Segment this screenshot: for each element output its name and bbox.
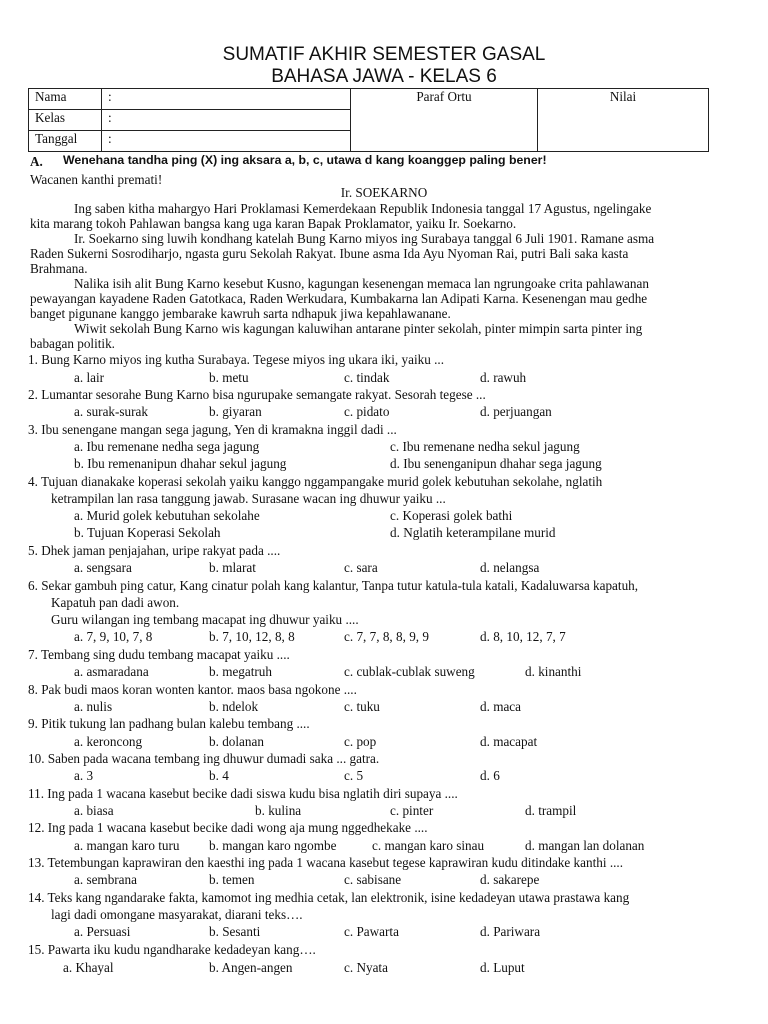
answer-option[interactable]: a. Murid golek kebutuhan sekolahe <box>74 508 260 523</box>
answer-option[interactable]: d. nelangsa <box>480 560 540 575</box>
answer-option[interactable]: b. Sesanti <box>209 924 261 939</box>
reading-line: babagan politik. <box>30 336 115 351</box>
answer-option[interactable]: a. lair <box>74 370 105 385</box>
answer-option[interactable]: b. megatruh <box>209 664 272 679</box>
nilai-label: Nilai <box>609 89 637 104</box>
answer-option[interactable]: d. sakarepe <box>480 872 540 887</box>
answer-option[interactable]: c. 7, 7, 8, 8, 9, 9 <box>344 629 429 644</box>
kelas-label: Kelas <box>29 110 102 131</box>
paraf-ortu-label: Paraf Ortu <box>416 89 472 104</box>
question-text-cont: lagi dadi omongane masyarakat, diarani teks…. <box>51 907 303 922</box>
answer-option[interactable]: c. mangan karo sinau <box>372 838 485 853</box>
question-text: 15. Pawarta iku kudu ngandharake kedadeyan kang…. <box>28 942 316 957</box>
answer-option[interactable]: b. 4 <box>209 768 229 783</box>
tanggal-label: Tanggal <box>29 131 102 152</box>
answer-option[interactable]: b. ndelok <box>209 699 259 714</box>
question-text: 10. Saben pada wacana tembang ing dhuwur dumadi saka ... gatra. <box>28 751 380 766</box>
reading-line: Raden Sukerni Sosrodiharjo, ngasta guru Sekolah Rakyat. Ibune asma Ida Ayu Nyoman Rai, putri Bali saka kasta <box>30 246 629 261</box>
question-text: 8. Pak budi maos koran wonten kantor. maos basa ngokone .... <box>28 682 357 697</box>
question-text: 9. Pitik tukung lan padhang bulan kalebu tembang .... <box>28 716 310 731</box>
section-instruction: Wenehana tandha ping (X) ing aksara a, b, c, utawa d kang koanggep paling bener! <box>63 153 547 167</box>
answer-option[interactable]: a. mangan karo turu <box>74 838 180 853</box>
answer-option[interactable]: c. pop <box>344 734 377 749</box>
answer-option[interactable]: b. dolanan <box>209 734 264 749</box>
student-info-table <box>28 88 709 152</box>
question-text: 13. Tetembungan kaprawiran den kaesthi ing pada 1 wacana kasebut tegese kaprawiran kudu ditindake kanthi .... <box>28 855 624 870</box>
answer-option[interactable]: b. giyaran <box>209 404 262 419</box>
nama-field[interactable]: : <box>102 89 351 110</box>
question-text-cont: Kapatuh pan dadi awon. <box>51 595 180 610</box>
answer-option[interactable]: c. tuku <box>344 699 380 714</box>
answer-option[interactable]: b. metu <box>209 370 249 385</box>
answer-option[interactable]: d. trampil <box>525 803 577 818</box>
reading-prompt: Wacanen kanthi premati! <box>30 172 163 187</box>
reading-title: Ir. SOEKARNO <box>340 185 428 200</box>
answer-option[interactable]: a. keroncong <box>74 734 143 749</box>
answer-option[interactable]: b. kulina <box>255 803 302 818</box>
answer-option[interactable]: a. nulis <box>74 699 113 714</box>
answer-option[interactable]: c. sabisane <box>344 872 402 887</box>
answer-option[interactable]: c. Nyata <box>344 960 388 975</box>
question-text: 3. Ibu senengane mangan sega jagung, Yen di kramakna inggil dadi ... <box>28 422 397 437</box>
answer-option[interactable]: d. rawuh <box>480 370 527 385</box>
reading-line: Nalika isih alit Bung Karno kesebut Kusno, kagungan kesenengan memaca lan ngrungoake crita pahlawanan <box>74 276 649 291</box>
answer-option[interactable]: b. Ibu remenanipun dhahar sekul jagung <box>74 456 287 471</box>
tanggal-field[interactable]: : <box>102 131 351 152</box>
answer-option[interactable]: d. Luput <box>480 960 525 975</box>
question-text: 12. Ing pada 1 wacana kasebut becike dadi wong aja mung nggedhekake .... <box>28 820 428 835</box>
answer-option[interactable]: d. 6 <box>480 768 500 783</box>
answer-option[interactable]: d. macapat <box>480 734 538 749</box>
answer-option[interactable]: c. sara <box>344 560 378 575</box>
answer-option[interactable]: d. 8, 10, 12, 7, 7 <box>480 629 566 644</box>
answer-option[interactable]: c. Koperasi golek bathi <box>390 508 513 523</box>
answer-option[interactable]: d. perjuangan <box>480 404 552 419</box>
question-text: 14. Teks kang ngandarake fakta, kamomot ing medhia cetak, lan elektronik, isine kedadeyan utawa prastawa kang <box>28 890 630 905</box>
reading-line: Ing saben kitha mahargyo Hari Proklamasi Kemerdekaan Republik Indonesia tanggal 17 Agustus, ngelingake <box>74 201 652 216</box>
paraf-ortu-cell <box>351 89 538 152</box>
nama-label: Nama <box>29 89 102 110</box>
answer-option[interactable]: d. Pariwara <box>480 924 541 939</box>
answer-option[interactable]: a. sembrana <box>74 872 137 887</box>
answer-option[interactable]: b. mangan karo ngombe <box>209 838 337 853</box>
question-text-cont: ketrampilan lan rasa tanggung jawab. Surasane wacan ing dhuwur yaiku ... <box>51 491 446 506</box>
answer-option[interactable]: d. kinanthi <box>525 664 582 679</box>
reading-line: Ir. Soekarno sing luwih kondhang katelah Bung Karno miyos ing Surabaya tanggal 6 Juli 1901. Ramane asma <box>74 231 655 246</box>
answer-option[interactable]: b. 7, 10, 12, 8, 8 <box>209 629 295 644</box>
answer-option[interactable]: a. Khayal <box>63 960 114 975</box>
answer-option[interactable]: c. pinter <box>390 803 434 818</box>
reading-line: kita marang tokoh Pahlawan bangsa kang uga karan Bapak Proklamator, yaiku Ir. Soekarno. <box>30 216 517 231</box>
answer-option[interactable]: d. mangan lan dolanan <box>525 838 645 853</box>
answer-option[interactable]: a. biasa <box>74 803 114 818</box>
answer-option[interactable]: d. maca <box>480 699 522 714</box>
question-text: 6. Sekar gambuh ping catur, Kang cinatur polah kang kalantur, Tanpa tutur katula-tula katali, Kadaluwarsa kapatuh, <box>28 578 639 593</box>
answer-option[interactable]: d. Nglatih keterampilane murid <box>390 525 556 540</box>
question-text: 7. Tembang sing dudu tembang macapat yaiku .... <box>28 647 290 662</box>
answer-option[interactable]: b. Angen-angen <box>209 960 293 975</box>
answer-option[interactable]: d. Ibu senenganipun dhahar sega jagung <box>390 456 602 471</box>
reading-line: Wiwit sekolah Bung Karno wis kagungan kaluwihan antarane pinter sekolah, pinter mimpin sarta pinter ing <box>74 321 643 336</box>
question-text: 1. Bung Karno miyos ing kutha Surabaya. Tegese miyos ing ukara iki, yaiku ... <box>28 352 445 367</box>
answer-option[interactable]: a. surak-surak <box>74 404 148 419</box>
answer-option[interactable]: c. cublak-cublak suweng <box>344 664 475 679</box>
answer-option[interactable]: b. mlarat <box>209 560 256 575</box>
answer-option[interactable]: a. Ibu remenane nedha sega jagung <box>74 439 260 454</box>
reading-line: Brahmana. <box>30 261 88 276</box>
question-text-cont: Guru wilangan ing tembang macapat ing dhuwur yaiku .... <box>51 612 359 627</box>
answer-option[interactable]: a. asmaradana <box>74 664 149 679</box>
answer-option[interactable]: b. temen <box>209 872 255 887</box>
question-text: 4. Tujuan dianakake koperasi sekolah yaiku kanggo nggampangake murid golek kebutuhan sekolahe, nglatih <box>28 474 603 489</box>
kelas-field[interactable]: : <box>102 110 351 131</box>
nilai-cell <box>538 89 709 152</box>
answer-option[interactable]: a. Persuasi <box>74 924 131 939</box>
answer-option[interactable]: a. sengsara <box>74 560 132 575</box>
answer-option[interactable]: c. Ibu remenane nedha sekul jagung <box>390 439 580 454</box>
section-letter: A. <box>30 154 43 169</box>
exam-title: SUMATIF AKHIR SEMESTER GASAL <box>222 44 546 65</box>
question-text: 2. Lumantar sesorahe Bung Karno bisa ngurupake semangate rakyat. Sesorah tegese ... <box>28 387 486 402</box>
reading-line: pewayangan kayadene Raden Gatotkaca, Raden Werkudara, Kumbakarna lan Adipati Karna. Kesenengan mau gedhe <box>30 291 648 306</box>
answer-option[interactable]: c. tindak <box>344 370 390 385</box>
answer-option[interactable]: a. 3 <box>74 768 94 783</box>
question-text: 5. Dhek jaman penjajahan, uripe rakyat pada .... <box>28 543 281 558</box>
exam-subtitle: BAHASA JAWA - KELAS 6 <box>271 66 497 87</box>
answer-option[interactable]: c. 5 <box>344 768 364 783</box>
reading-line: banget pigunane kanggo jembarake kawruh sarta ndhapuk jiwa kepahlawanane. <box>30 306 451 321</box>
question-text: 11. Ing pada 1 wacana kasebut becike dadi siswa kudu bisa nglatih diri supaya .... <box>28 786 458 801</box>
answer-option[interactable]: b. Tujuan Koperasi Sekolah <box>74 525 221 540</box>
answer-option[interactable]: a. 7, 9, 10, 7, 8 <box>74 629 153 644</box>
answer-option[interactable]: c. Pawarta <box>344 924 399 939</box>
answer-option[interactable]: c. pidato <box>344 404 390 419</box>
